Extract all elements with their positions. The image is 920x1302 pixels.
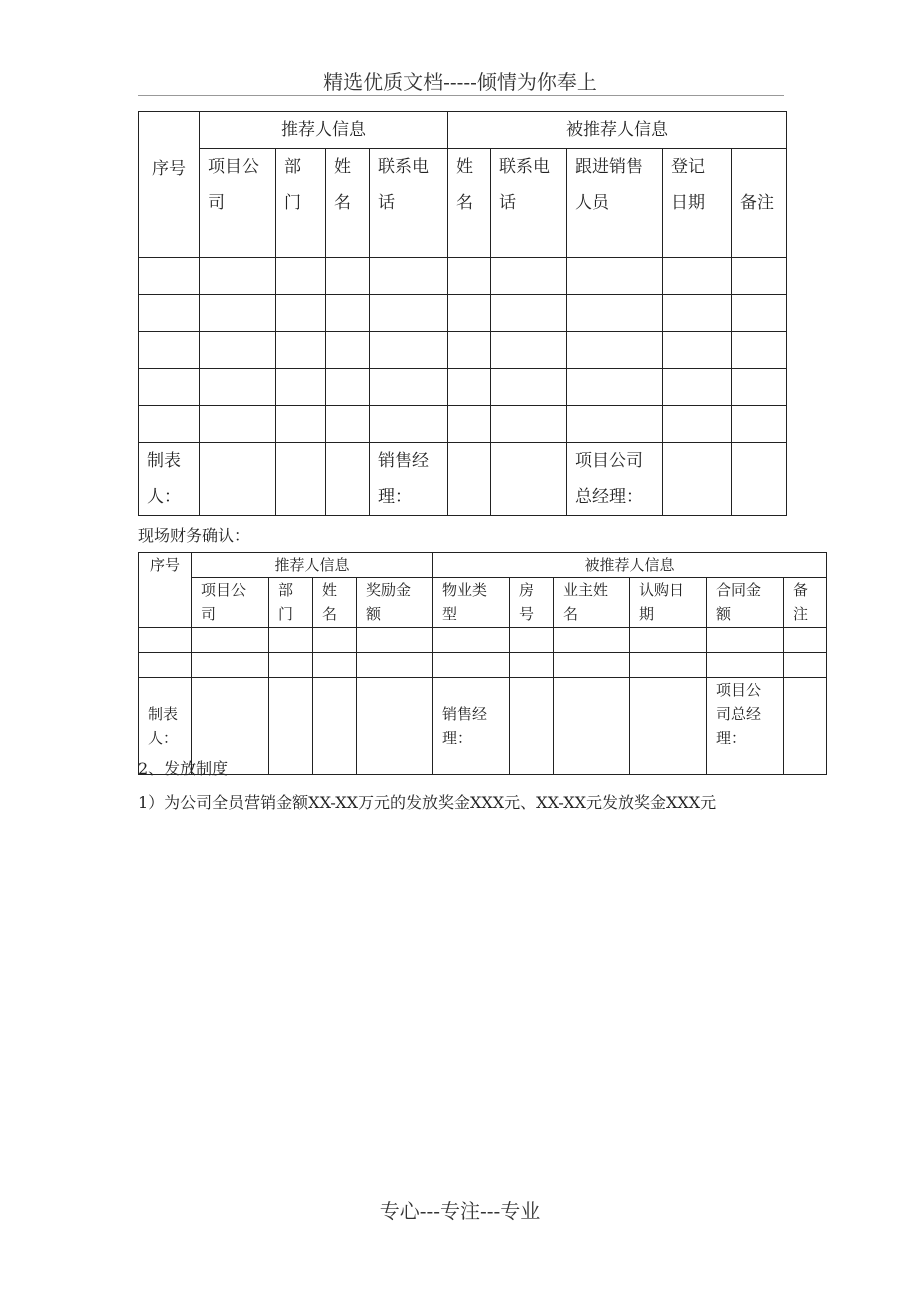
col-project-company: 项目公 司 [192, 578, 269, 628]
col-department: 部 门 [276, 149, 326, 258]
table-row [139, 653, 827, 678]
col-recommender-name: 姓 名 [326, 149, 370, 258]
general-manager-label: 项目公司 总经理： [567, 443, 663, 516]
col-recommender-phone: 联系电 话 [370, 149, 448, 258]
page-header: 精选优质文档-----倾情为你奉上 [323, 70, 597, 94]
table-row [139, 295, 787, 332]
col-room-number: 房 号 [510, 578, 554, 628]
col-register-date: 登记 日期 [663, 149, 732, 258]
group-referred: 被推荐人信息 [448, 112, 787, 149]
col-name: 姓 名 [313, 578, 357, 628]
col-remarks: 备注 [732, 149, 787, 258]
table-row [139, 369, 787, 406]
sales-manager-label: 销售经 理： [433, 678, 510, 775]
rule-paragraph: 1）为公司全员营销金额XX-XX万元的发放奖金XXX元、XX-XX元发放奖金XXX元 [138, 793, 717, 812]
group-recommender: 推荐人信息 [200, 112, 448, 149]
group-recommender: 推荐人信息 [192, 553, 433, 578]
made-by-label: 制表 人： [139, 443, 200, 516]
col-contract-amount: 合同金 额 [707, 578, 784, 628]
col-purchase-date: 认购日 期 [630, 578, 707, 628]
header-seq: 序号 [139, 553, 192, 628]
signature-row [139, 443, 787, 516]
table-row [139, 628, 827, 653]
col-remarks: 备 注 [784, 578, 827, 628]
col-project-company: 项目公 司 [200, 149, 276, 258]
col-referred-phone: 联系电 话 [491, 149, 567, 258]
table-row [139, 258, 787, 295]
col-sales-follow-up: 跟进销售 人员 [567, 149, 663, 258]
col-referred-name: 姓 名 [448, 149, 491, 258]
finance-confirmation-caption: 现场财务确认： [138, 526, 251, 545]
group-referred: 被推荐人信息 [433, 553, 827, 578]
section-heading: 2、发放制度 [138, 759, 229, 778]
page-footer: 专心---专注---专业 [379, 1199, 541, 1223]
table-row [139, 332, 787, 369]
signature-row [139, 678, 827, 775]
header-rule [138, 95, 784, 96]
sales-manager-label: 销售经 理： [370, 443, 448, 516]
header-seq: 序号 [139, 112, 200, 258]
made-by-label: 制表 人： [139, 678, 192, 775]
table-row [139, 406, 787, 443]
col-department: 部 门 [269, 578, 313, 628]
referral-table [138, 111, 787, 516]
col-bonus-amount: 奖励金 额 [357, 578, 433, 628]
col-property-type: 物业类 型 [433, 578, 510, 628]
general-manager-label: 项目公 司总经 理： [707, 678, 784, 775]
col-owner-name: 业主姓 名 [554, 578, 630, 628]
finance-confirmation-table [138, 552, 827, 775]
